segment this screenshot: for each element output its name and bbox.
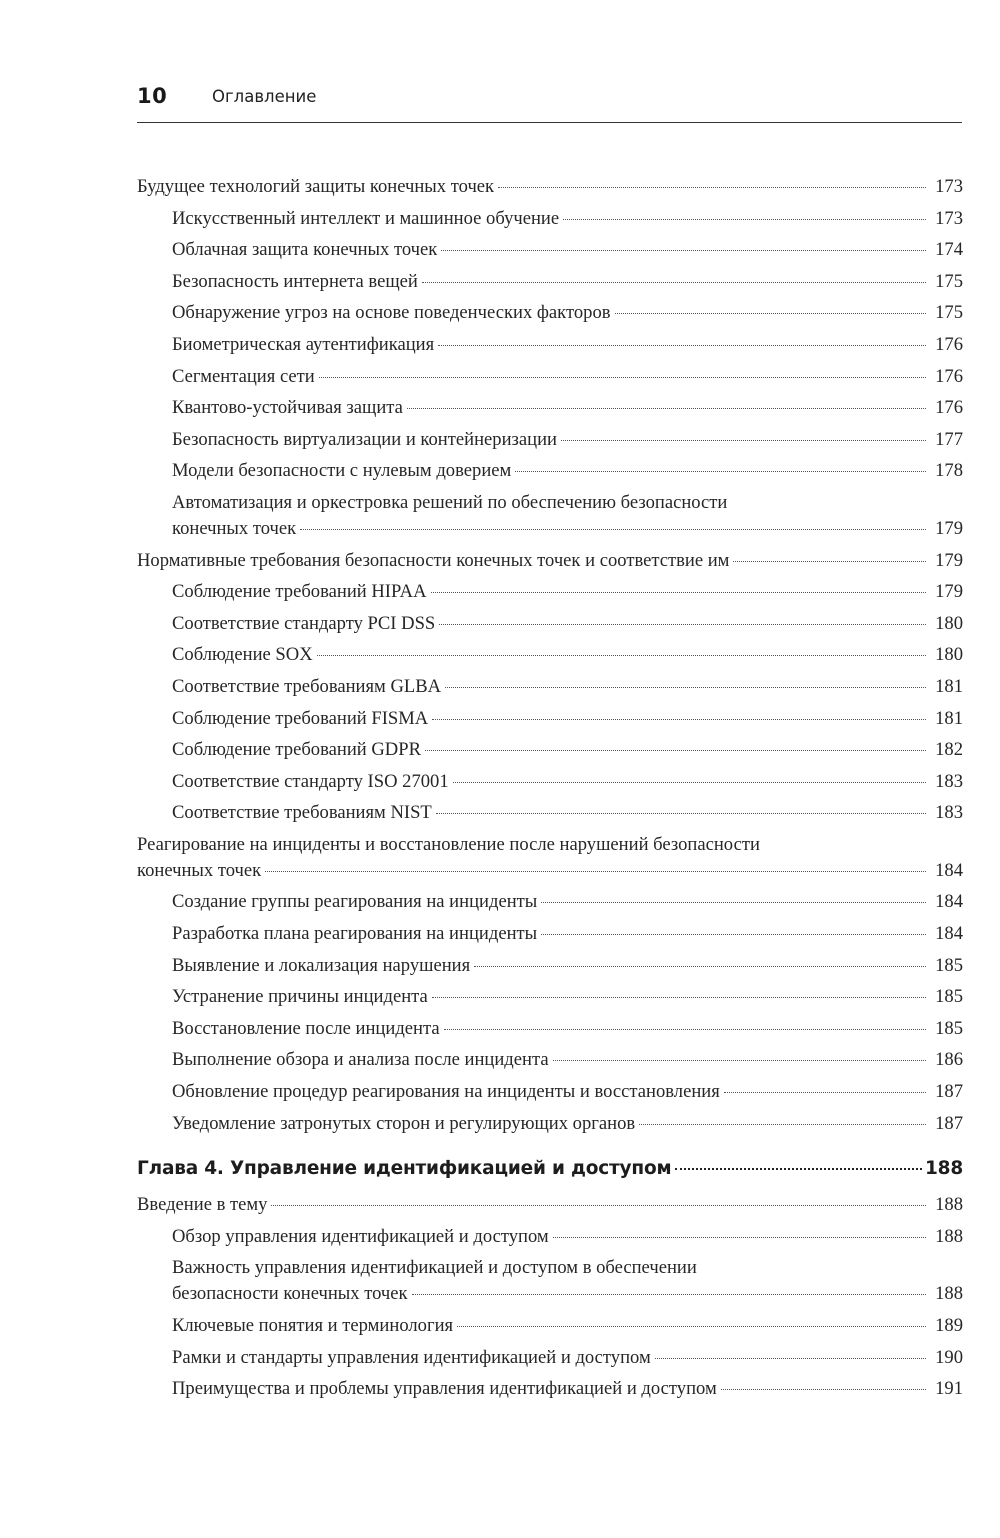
toc-entry (172, 237, 963, 269)
toc-entry (137, 174, 963, 206)
toc-entry-page: 179 (935, 581, 963, 603)
dot-leader (553, 1060, 926, 1061)
dot-leader (300, 529, 926, 530)
toc-entry (172, 1079, 963, 1111)
dot-leader (425, 750, 926, 751)
toc-entry-page: 188 (935, 1283, 963, 1305)
toc-entry-page: 183 (935, 802, 963, 824)
dot-leader (431, 592, 927, 593)
dot-leader (441, 250, 926, 251)
dot-leader (498, 187, 926, 188)
dot-leader (439, 624, 926, 625)
toc-entry (172, 206, 963, 238)
toc-entry-page: 184 (935, 923, 963, 945)
toc-entry-title-line1: Реагирование на инциденты и восстановление после нарушений безопасности (137, 833, 760, 855)
dot-leader (407, 408, 926, 409)
toc-entry-title: Безопасность интернета вещей (172, 270, 418, 292)
toc-entry-title: Соблюдение требований FISMA (172, 707, 429, 729)
toc-entry (172, 611, 963, 643)
dot-leader (453, 782, 926, 783)
dot-leader (319, 377, 926, 378)
toc-entry (172, 769, 963, 801)
toc-entry-title: Ключевые понятия и терминология (172, 1315, 454, 1336)
toc-entry-page: 173 (935, 207, 963, 229)
toc-entry (172, 490, 963, 548)
dot-leader (422, 282, 926, 283)
dot-leader (639, 1124, 926, 1125)
toc-entry-title: Введение в тему (137, 1194, 268, 1216)
toc-entry-page: 183 (935, 770, 963, 792)
dot-leader (412, 1294, 926, 1295)
toc-entry-title: Обзор управления идентификацией и доступом (172, 1225, 549, 1247)
toc-entry-page: 180 (935, 644, 963, 666)
dot-leader (457, 1326, 926, 1327)
toc-entry-title: Соответствие требованиям GLBA (172, 675, 442, 697)
page-number: 10 (137, 84, 168, 108)
dot-leader (563, 219, 926, 220)
toc-entry (172, 458, 963, 490)
toc-entry (172, 642, 963, 674)
toc-entry-title: Модели безопасности с нулевым доверием (172, 460, 512, 482)
dot-leader (445, 687, 926, 688)
page-header (137, 84, 962, 123)
toc-entry (172, 332, 963, 364)
toc-entry-page: 175 (935, 270, 963, 292)
toc-entry (172, 269, 963, 301)
toc-entry-title: Соответствие стандарту ISO 27001 (172, 770, 449, 792)
toc-entry (172, 674, 963, 706)
toc-entry (172, 1376, 963, 1408)
dot-leader (724, 1092, 926, 1093)
toc-entry-title: Рамки и стандарты управления идентификацией и доступом (172, 1346, 651, 1368)
toc-entry-title: Безопасность виртуализации и контейнеризации (172, 428, 557, 450)
dot-leader (474, 966, 926, 967)
toc-entry-title: Преимущества и проблемы управления идентификацией и доступом (172, 1378, 717, 1400)
toc-entry-page: 175 (935, 302, 963, 324)
toc-entry-page: 185 (935, 954, 963, 976)
toc-entry-title: Обновление процедур реагирования на инциденты и восстановления (172, 1081, 720, 1103)
toc-entry-title: конечных точек (137, 859, 262, 881)
toc-entry (172, 953, 963, 985)
toc-entry (172, 427, 963, 459)
toc-entry-page: 187 (935, 1081, 963, 1103)
toc-entry (137, 548, 963, 580)
dot-leader (265, 871, 926, 872)
toc-entry-page: 178 (935, 460, 963, 482)
toc-entry-page: 191 (935, 1378, 963, 1400)
toc-entry-title-line1: Важность управления идентификацией и доступом в обеспечении (172, 1257, 697, 1279)
dot-leader (733, 561, 926, 562)
dot-leader (444, 1029, 926, 1030)
toc-entry (172, 1255, 963, 1313)
toc-entry (137, 832, 963, 890)
toc-entry-title: Устранение причины инцидента (172, 986, 428, 1008)
toc-entry-title: Создание группы реагирования на инциденты (172, 891, 538, 913)
dot-leader (317, 655, 926, 656)
toc-entry-page: 179 (935, 549, 963, 571)
toc-entry-page: 185 (935, 1017, 963, 1039)
toc-entry-title: безопасности конечных точек (172, 1283, 408, 1305)
dot-leader (721, 1389, 926, 1390)
toc-entry-title: Соблюдение требований HIPAA (172, 581, 427, 603)
dot-leader (541, 902, 926, 903)
toc-chapter-entry (137, 1156, 963, 1182)
toc-entry-title: Восстановление после инцидента (172, 1017, 440, 1039)
toc-entry-page: 177 (935, 428, 963, 450)
dot-leader (271, 1205, 926, 1206)
toc-entry-page: 187 (935, 1112, 963, 1134)
dot-leader (561, 440, 926, 441)
toc-entry-page: 190 (935, 1346, 963, 1368)
toc-entry (172, 1016, 963, 1048)
toc-entry-page: 184 (935, 891, 963, 913)
toc-entry-title: Соответствие стандарту PCI DSS (172, 612, 436, 634)
toc-entry-title: Облачная защита конечных точек (172, 239, 438, 261)
toc-entry-page: 188 (924, 1158, 963, 1180)
toc-entry-page: 173 (935, 176, 963, 197)
toc-entry-page: 176 (935, 333, 963, 355)
toc-entry-title: Сегментация сети (172, 365, 315, 387)
toc-entry-title: Соблюдение SOX (172, 644, 313, 666)
dot-leader (675, 1168, 922, 1170)
toc-entry-page: 174 (935, 239, 963, 261)
toc-entry-page: 182 (935, 739, 963, 761)
toc-entry (172, 364, 963, 396)
dot-leader (541, 934, 926, 935)
toc-entry (172, 1224, 963, 1256)
toc-entry-title: Глава 4. Управление идентификацией и доступом (137, 1158, 672, 1180)
toc-entry-title: Выявление и локализация нарушения (172, 954, 471, 976)
toc-entry (172, 921, 963, 953)
toc-entry-page: 188 (935, 1194, 963, 1216)
toc-entry-title: Нормативные требования безопасности конечных точек и соответствие им (137, 549, 730, 571)
dot-leader (615, 313, 926, 314)
dot-leader (436, 813, 926, 814)
toc-entry (172, 1345, 963, 1377)
toc-entry-title: Разработка плана реагирования на инциденты (172, 923, 538, 945)
dot-leader (515, 471, 926, 472)
toc-entry-page: 181 (935, 675, 963, 697)
toc-entry (137, 1192, 963, 1224)
dot-leader (655, 1358, 926, 1359)
toc-entry (172, 737, 963, 769)
toc-entry-page: 181 (935, 707, 963, 729)
toc-entry-title-line1: Автоматизация и оркестровка решений по обеспечению безопасности (172, 491, 728, 513)
toc-entry-title: Соответствие требованиям NIST (172, 802, 432, 824)
toc-entry (172, 800, 963, 832)
toc-entry-page: 184 (935, 859, 963, 881)
table-of-contents (137, 174, 963, 1408)
dot-leader (438, 345, 926, 346)
toc-entry-page: 180 (935, 612, 963, 634)
toc-entry (172, 579, 963, 611)
dot-leader (553, 1237, 926, 1238)
toc-entry-title: Уведомление затронутых сторон и регулирующих органов (172, 1112, 636, 1134)
toc-entry-page: 185 (935, 986, 963, 1008)
toc-entry (172, 1047, 963, 1079)
toc-entry-title: конечных точек (172, 517, 297, 539)
toc-entry (172, 1313, 963, 1345)
toc-entry-page: 188 (935, 1225, 963, 1247)
toc-entry-title: Соблюдение требований GDPR (172, 739, 421, 761)
toc-entry-page: 189 (935, 1315, 963, 1336)
toc-entry-title: Будущее технологий защиты конечных точек (137, 176, 495, 197)
toc-entry-page: 176 (935, 365, 963, 387)
toc-entry-title: Обнаружение угроз на основе поведенческих факторов (172, 302, 611, 324)
toc-entry (172, 706, 963, 738)
toc-entry-title: Выполнение обзора и анализа после инцидента (172, 1049, 549, 1071)
toc-entry (172, 984, 963, 1016)
toc-entry-page: 179 (935, 517, 963, 539)
toc-entry-page: 176 (935, 397, 963, 419)
toc-entry (172, 1111, 963, 1143)
toc-entry-title: Биометрическая аутентификация (172, 333, 435, 355)
toc-entry-title: Квантово-устойчивая защита (172, 397, 403, 419)
toc-entry (172, 395, 963, 427)
toc-entry (172, 889, 963, 921)
dot-leader (432, 997, 926, 998)
toc-entry-title: Искусственный интеллект и машинное обучение (172, 207, 560, 229)
toc-entry (172, 300, 963, 332)
dot-leader (432, 719, 926, 720)
running-title: Оглавление (212, 87, 317, 106)
toc-entry-page: 186 (935, 1049, 963, 1071)
